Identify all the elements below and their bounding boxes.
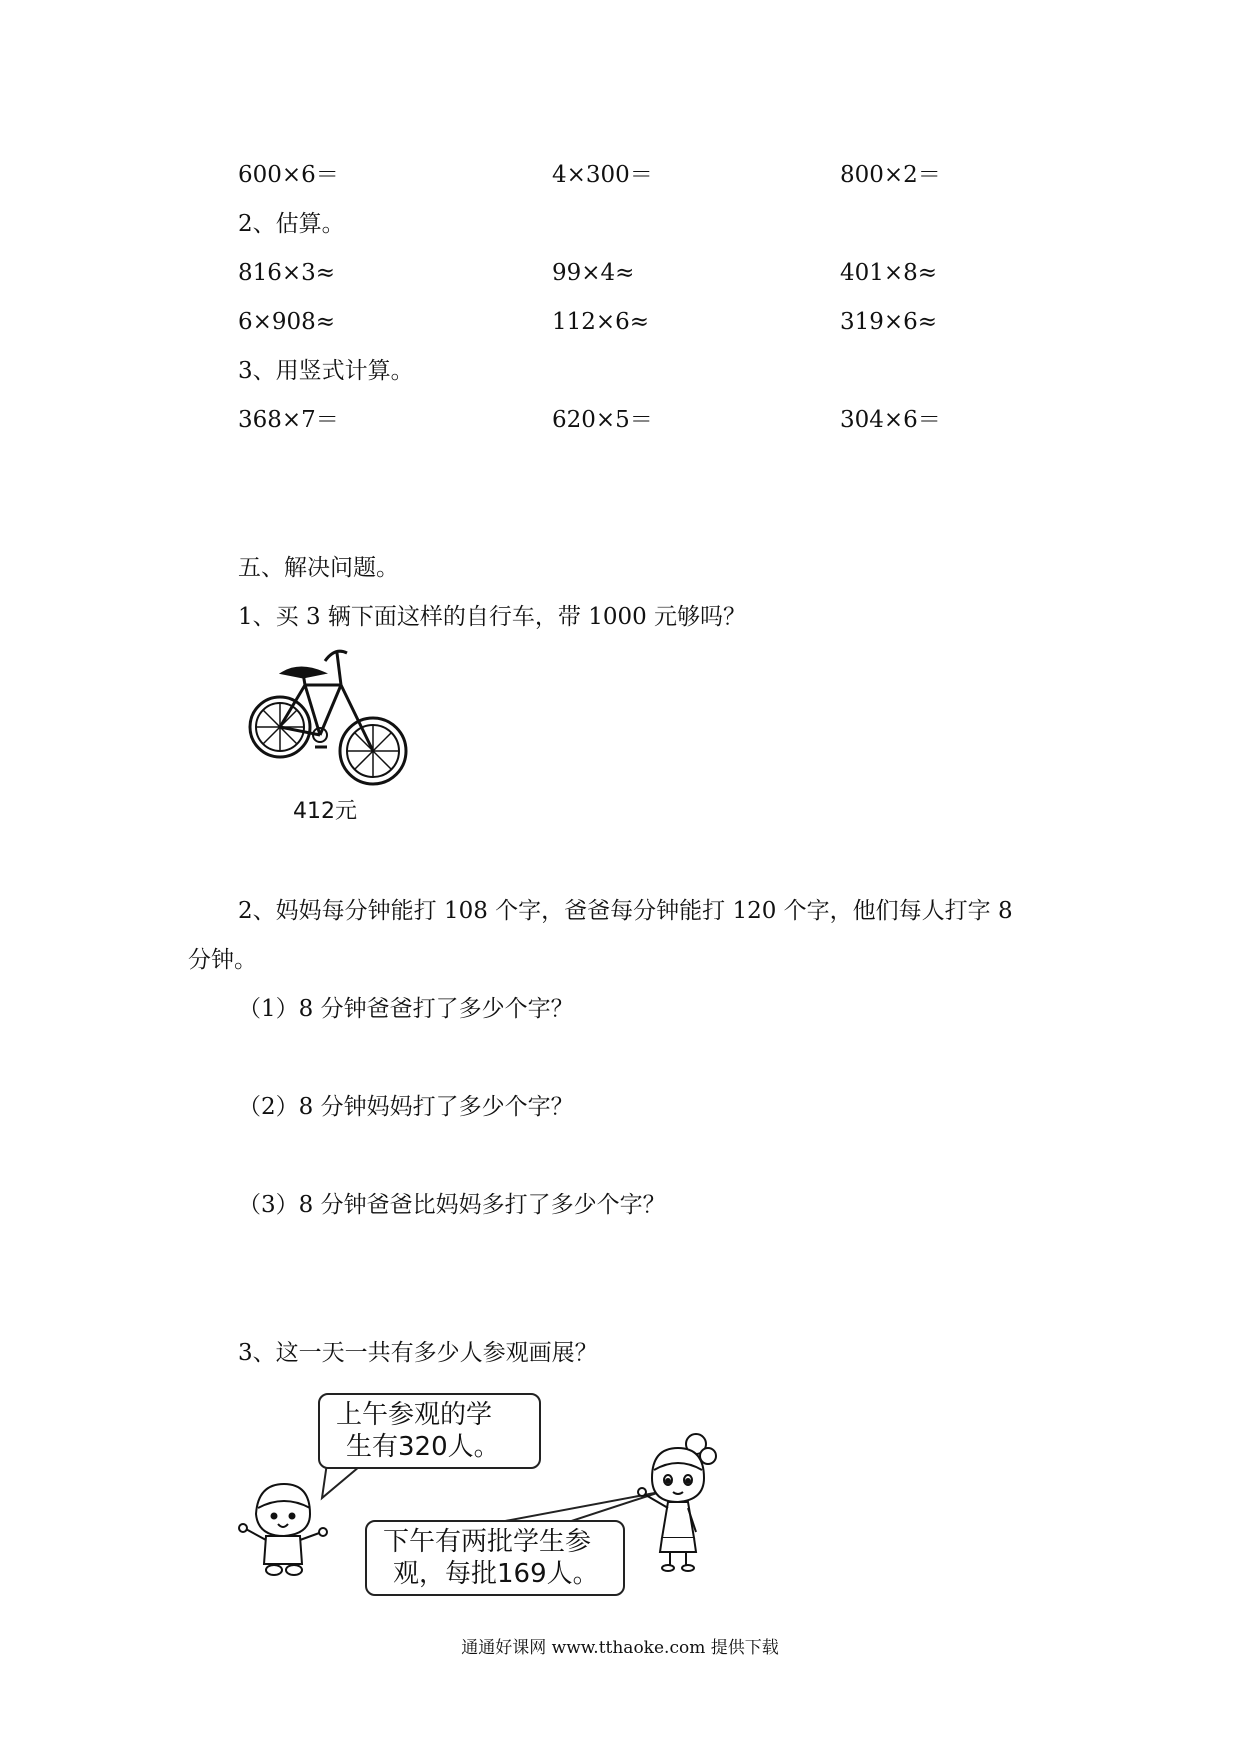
estimate-99x4: 99×4≈ <box>552 260 635 286</box>
estimate-6x908: 6×908≈ <box>238 309 336 335</box>
estimate-401x8: 401×8≈ <box>840 260 938 286</box>
estimate-319x6: 319×6≈ <box>840 309 938 335</box>
part5-heading: 五、解决问题。 <box>238 555 399 581</box>
speech-bubble-afternoon <box>365 1520 625 1596</box>
section2-heading: 2、估算。 <box>238 211 345 237</box>
bubble-afternoon-line2: 观，每批169人。 <box>393 1559 599 1589</box>
q3-text: 3、这一天一共有多少人参观画展？ <box>238 1340 598 1366</box>
q2-text-line1: 2、妈妈每分钟能打 108 个字，爸爸每分钟能打 120 个字，他们每人打字 8 <box>238 898 1013 924</box>
q2-text-line2: 分钟。 <box>188 947 257 973</box>
bicycle-icon <box>245 643 410 791</box>
bicycle-price: 412元 <box>293 799 357 824</box>
calc-800x2: 800×2＝ <box>840 162 941 188</box>
vertical-620x5: 620×5＝ <box>552 407 653 433</box>
estimate-816x3: 816×3≈ <box>238 260 336 286</box>
bubble-morning-line2: 生有320人。 <box>346 1432 500 1462</box>
q2-sub3: （3）8 分钟爸爸比妈妈多打了多少个字？ <box>238 1192 666 1218</box>
calc-4x300: 4×300＝ <box>552 162 653 188</box>
q1-text: 1、买 3 辆下面这样的自行车，带 1000 元够吗？ <box>238 604 747 630</box>
boy-cartoon-icon <box>238 1478 328 1578</box>
vertical-368x7: 368×7＝ <box>238 407 339 433</box>
bubble-morning-line1: 上午参观的学 <box>336 1400 493 1430</box>
speech-bubble-morning <box>318 1393 541 1469</box>
estimate-112x6: 112×6≈ <box>552 309 650 335</box>
q2-sub2: （2）8 分钟妈妈打了多少个字？ <box>238 1094 574 1120</box>
girl-cartoon-icon <box>630 1428 725 1578</box>
vertical-304x6: 304×6＝ <box>840 407 941 433</box>
calc-600x6: 600×6＝ <box>238 162 339 188</box>
page-footer: 通通好课网 www.tthaoke.com 提供下载 <box>461 1638 779 1658</box>
bubble-afternoon-line1: 下午有两批学生参 <box>383 1527 592 1557</box>
q2-sub1: （1）8 分钟爸爸打了多少个字？ <box>238 996 574 1022</box>
section3-heading: 3、用竖式计算。 <box>238 358 414 384</box>
